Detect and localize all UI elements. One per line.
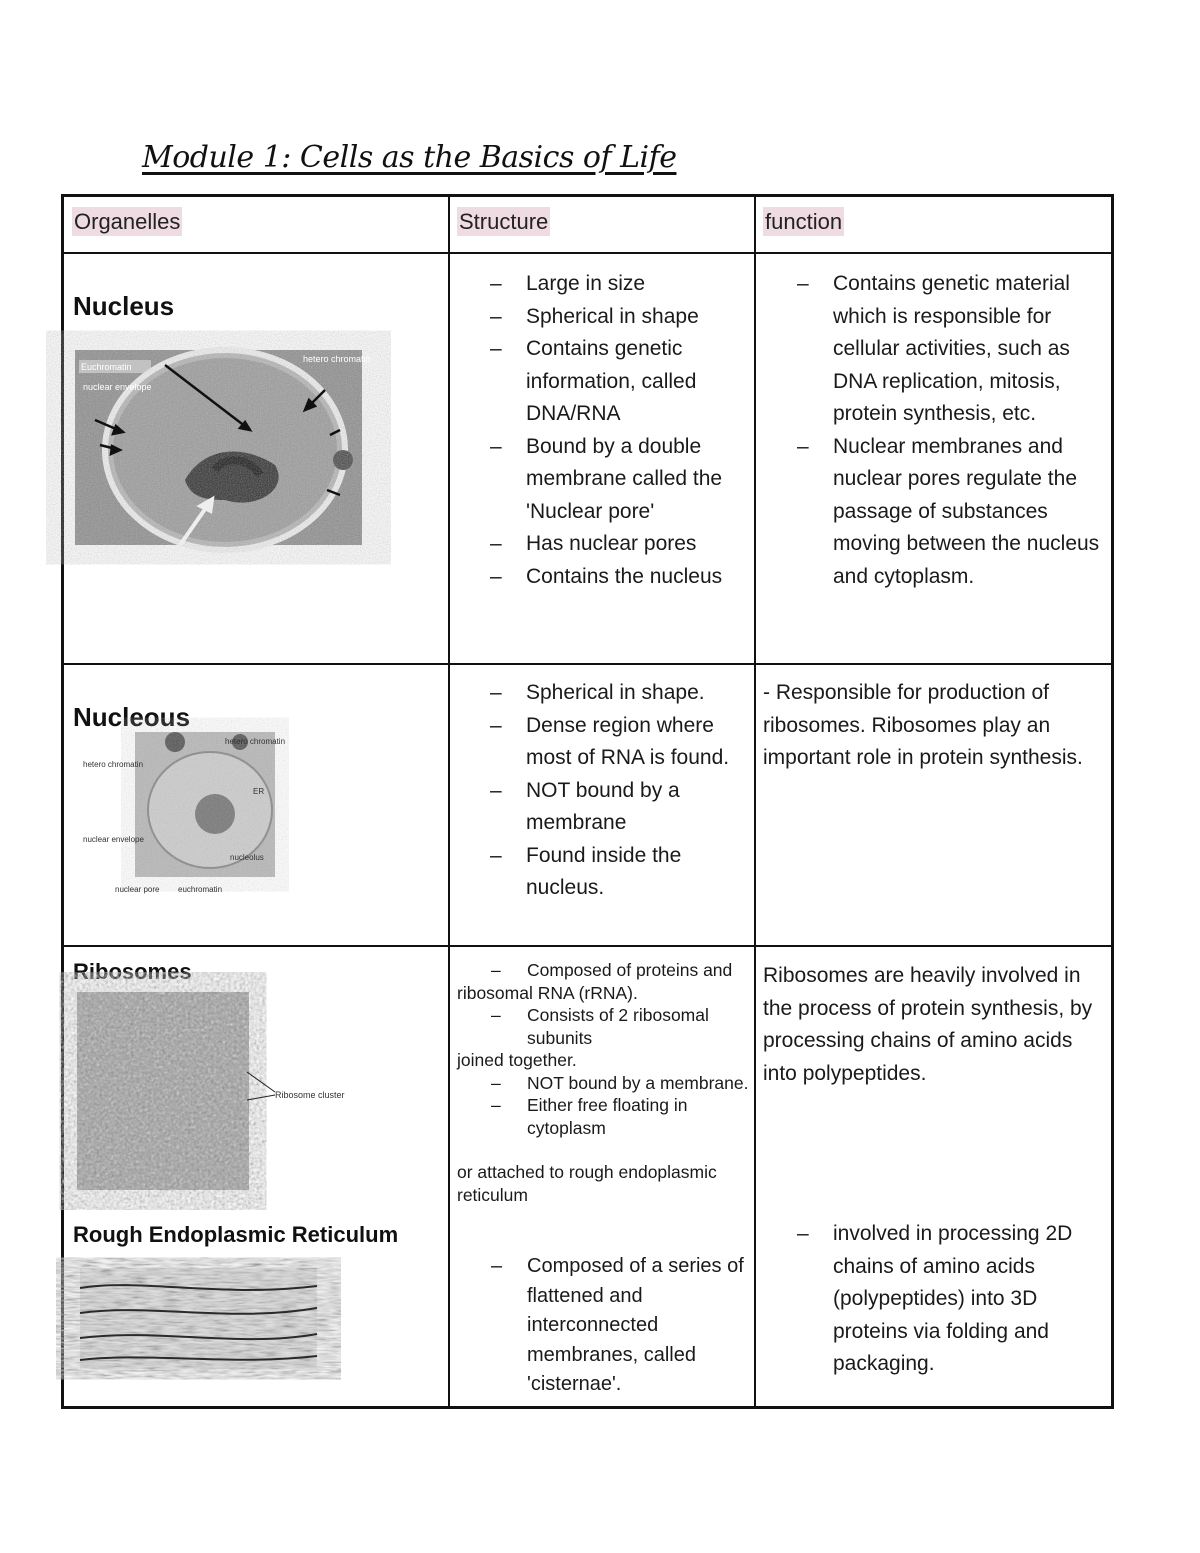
nucleolus-structure-cell [456,677,746,905]
list-item: – Large in size [456,268,746,301]
page-title: Module 1: Cells as the Basics of Life [142,140,677,175]
image-label: hetero chromatin [83,760,144,769]
organelle-name-nucleus: Nucleus [73,291,175,321]
image-label: Euchromatin [81,362,132,372]
organelle-name-rer: Rough Endoplasmic Reticulum [73,1222,399,1247]
image-label: nuclear pore [115,885,160,894]
nucleus-function-cell [763,268,1103,593]
header-organelles-cell [72,209,182,235]
header-structure-cell [457,209,550,235]
ribosomes-structure-cell [457,959,752,1206]
image-label: euchromatin [178,885,223,894]
list-item: – Has nuclear pores [456,528,746,561]
image-label: hetero chromatin [303,354,371,364]
header-function: function [765,209,843,234]
rer-micrograph [80,1268,317,1369]
ribosomes-function-text: Ribosomes are heavily involved in the process of protein synthesis, by processing chains of amino acids into polypeptides. [763,964,1093,1085]
structure-continuation: ribosomal RNA (rRNA). [457,982,638,1003]
column-divider [448,197,450,1406]
image-label: nucleolus [230,853,264,862]
list-item: – Spherical in shape. [456,677,746,710]
nucleus-structure-list [456,268,746,593]
ribosome-micrograph [77,992,345,1190]
header-organelles: Organelles [74,209,181,234]
list-item: – Contains the nucleus [456,561,746,594]
list-item: – Nuclear membranes and nuclear pores regulate the passage of substances moving between the nucleus and cytoplasm. [763,431,1103,594]
list-item: – NOT bound by a membrane [456,775,746,840]
organelle-name-ribosomes: Ribosomes [73,959,192,984]
image-label: nuclear envelope [83,382,152,392]
organelle-name-cell [73,959,192,985]
list-item: – Contains genetic information, called DNA/RNA [456,333,746,431]
structure-continuation: or attached to rough endoplasmic reticulum [457,1162,717,1205]
list-item: – Dense region where most of RNA is found. [456,710,746,775]
list-item: – Found inside the nucleus. [456,840,746,905]
list-item: – Consists of 2 ribosomal subunits [457,1004,752,1049]
list-item: – Contains genetic material which is responsible for cellular activities, such as DNA replication, mitosis, protein synthesis, etc. [763,268,1103,431]
list-item: – involved in processing 2D chains of amino acids (polypeptides) into 3D proteins via folding and packaging. [763,1218,1103,1381]
image-label: Ribosome cluster [275,1090,345,1100]
ribosomes-function-cell [763,960,1108,1090]
row-divider [64,252,1111,254]
structure-continuation: joined together. [457,1050,577,1070]
organelle-table [61,194,1114,1409]
nucleolus-micrograph [75,732,286,898]
list-item: – Composed of a series of flattened and interconnected membranes, called 'cisternae'. [457,1252,749,1400]
rer-structure-list [457,1252,749,1400]
image-label: nuclear envelope [83,835,144,844]
list-item: – Bound by a double membrane called the 'Nuclear pore' [456,431,746,529]
ribosomes-structure-list-a [457,959,752,982]
nucleolus-function-cell [763,677,1108,775]
row-divider [64,663,1111,665]
organelle-name-cell [73,1222,398,1248]
list-item: – Spherical in shape [456,301,746,334]
row-divider [64,945,1111,947]
nucleus-function-list [763,268,1103,593]
ribosomes-structure-list-c [457,1072,752,1140]
image-label: hetero chromatin [225,737,286,746]
organelle-name-cell [73,291,174,322]
organelle-name-cell [73,702,190,733]
column-divider [754,197,756,1406]
rer-function-list [763,1218,1103,1381]
list-item: – Either free floating in cytoplasm [457,1094,752,1139]
organelle-name-nucleolus: Nucleous [73,702,191,732]
nucleolus-structure-list [456,677,746,905]
rer-function-cell [763,1218,1103,1381]
list-item: – NOT bound by a membrane. [457,1072,752,1095]
image-label: ER [253,787,265,796]
rer-structure-cell [457,1252,749,1400]
nucleolus-function-text: - Responsible for production of ribosomes. Ribosomes play an important role in protein synthesis. [763,681,1083,769]
ribosomes-structure-list-b [457,1004,752,1049]
nucleus-structure-cell [456,268,746,593]
nucleus-micrograph [75,350,371,545]
list-item: – Composed of proteins and [457,959,752,982]
header-structure: Structure [459,209,549,234]
header-function-cell [763,209,844,235]
